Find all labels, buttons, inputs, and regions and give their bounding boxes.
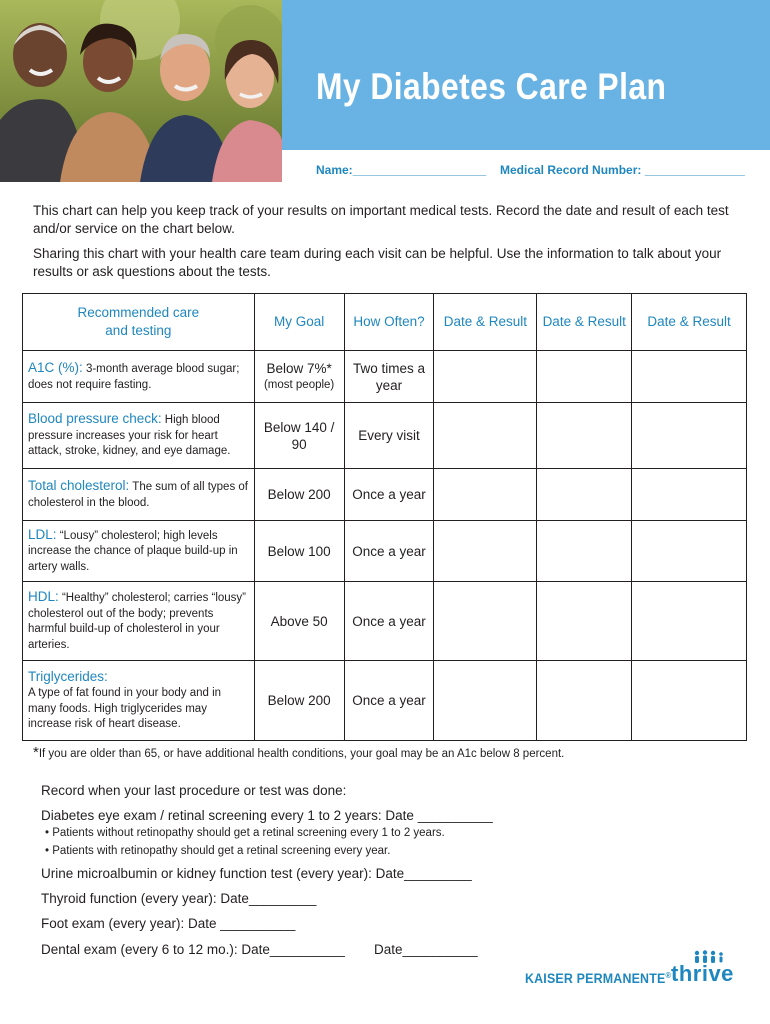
header-care-line2: and testing [105,323,172,338]
logo-thrive-text: thrive [671,961,734,986]
test-description [23,469,255,521]
test-description [23,661,255,741]
test-desc: A type of fat found in your body and in many foods. High triglycerides may increase risk of heart disease. [28,687,222,730]
date-result-cell[interactable] [434,521,537,582]
procedures-heading: Record when your last procedure or test was done: [41,783,347,798]
table-row-total-cholesterol [23,469,747,521]
table-header-row [23,294,747,351]
test-description [23,403,255,469]
date-result-cell[interactable] [434,582,537,661]
mrn-blank: _______________ [644,163,745,177]
footnote-text: If you are older than 65, or have additional health conditions, your goal may be an A1c below 8 percent. [38,748,565,760]
name-label: Name: [316,163,353,177]
date-result-cell[interactable] [537,582,632,661]
goal-cell: Below 200 [254,469,344,521]
test-desc: The sum of all types of cholesterol in the blood. [28,481,248,509]
kaiser-permanente-thrive-logo [525,961,734,988]
family-photo-illustration [0,0,282,182]
medical-record-number-field[interactable] [500,163,745,177]
test-desc: “Lousy” cholesterol; high levels increase the chance of plaque build-up in artery walls. [28,529,238,573]
name-field[interactable] [316,163,486,177]
test-name: HDL: [28,589,59,604]
header-recommended-care [23,294,255,351]
date-result-cell[interactable] [632,351,747,403]
dental-exam-line[interactable]: Dental exam (every 6 to 12 mo.): Date__________ [41,942,345,957]
goal-cell: Below 200 [254,661,344,741]
test-name: Total cholesterol: [28,478,130,493]
care-plan-table [22,293,747,741]
test-name: LDL: [28,526,57,542]
test-description [23,521,255,582]
footnote [33,744,564,761]
date-result-cell[interactable] [434,351,537,403]
table-row-hdl [23,582,747,661]
date-result-cell[interactable] [537,661,632,741]
test-desc: 3-month average blood sugar; does not require fasting. [28,363,240,391]
frequency-cell: Once a year [344,469,434,521]
table-row-ldl [23,521,747,582]
table-row-blood-pressure [23,403,747,469]
foot-exam-line[interactable]: Foot exam (every year): Date __________ [41,916,296,931]
logo-registered-mark: ® [665,971,672,980]
date-result-cell[interactable] [632,403,747,469]
test-name: A1C (%): [28,360,83,375]
test-name: Blood pressure check: [28,411,162,427]
frequency-cell: Once a year [344,521,434,582]
mrn-label: Medical Record Number: [500,163,642,177]
date-result-cell[interactable] [632,469,747,521]
logo-kp-name: KAISER PERMANENTE [525,971,666,986]
goal-cell: Above 50 [254,582,344,661]
intro-paragraph-1: This chart can help you keep track of your results on important medical tests. Record the date and result of each test and/or service on the chart below. [33,203,729,236]
frequency-cell: Once a year [344,661,434,741]
test-description [23,351,255,403]
date-result-cell[interactable] [537,351,632,403]
header-date-result-2: Date & Result [537,294,632,351]
header-my-goal: My Goal [254,294,344,351]
date-result-cell[interactable] [632,521,747,582]
date-result-cell[interactable] [537,469,632,521]
date-result-cell[interactable] [434,403,537,469]
header [0,0,770,182]
date-result-cell[interactable] [434,661,537,741]
eye-exam-bullet-2: • Patients with retinopathy should get a retinal screening every year. [45,845,391,857]
frequency-cell: Two times a year [344,351,434,403]
goal-cell [254,351,344,403]
table-row-triglycerides [23,661,747,741]
date-result-cell[interactable] [537,403,632,469]
eye-exam-line[interactable]: Diabetes eye exam / retinal screening every 1 to 2 years: Date __________ [41,808,493,823]
family-photo [0,0,282,182]
header-how-often: How Often? [344,294,434,351]
goal-subtext: (most people) [263,378,335,391]
name-blank: ____________________ [352,163,487,177]
test-desc: “Healthy” cholesterol; carries “lousy” cholesterol out of the body; prevents harmful build-up of cholesterol in your arteries. [28,592,247,651]
eye-exam-bullet-1: • Patients without retinopathy should get a retinal screening every 1 to 2 years. [45,827,445,839]
intro-paragraph-2: Sharing this chart with your health care team during each visit can be helpful. Use the information to talk about your results or ask questions about the tests. [33,246,722,279]
goal-value: Below 7%* [266,360,332,376]
table-row-a1c [23,351,747,403]
thyroid-line[interactable]: Thyroid function (every year): Date_________ [41,891,317,906]
test-desc: High blood pressure increases your risk for heart attack, stroke, kidney, and eye damage. [28,414,231,458]
date-result-cell[interactable] [632,582,747,661]
frequency-cell: Every visit [344,403,434,469]
test-description [23,582,255,661]
test-name: Triglycerides: [28,668,108,684]
date-result-cell[interactable] [434,469,537,521]
urine-test-line[interactable]: Urine microalbumin or kidney function test (every year): Date_________ [41,866,472,881]
page-title: My Diabetes Care Plan [316,66,667,107]
dental-exam-date-2[interactable]: Date__________ [374,942,478,957]
header-care-line1: Recommended care [77,305,200,320]
footnote-star: * [33,744,39,761]
date-result-cell[interactable] [632,661,747,741]
header-date-result-3: Date & Result [632,294,747,351]
goal-cell: Below 100 [254,521,344,582]
frequency-cell: Once a year [344,582,434,661]
goal-cell: Below 140 / 90 [254,403,344,469]
logo-kp-text [525,971,671,986]
date-result-cell[interactable] [537,521,632,582]
header-date-result-1: Date & Result [434,294,537,351]
